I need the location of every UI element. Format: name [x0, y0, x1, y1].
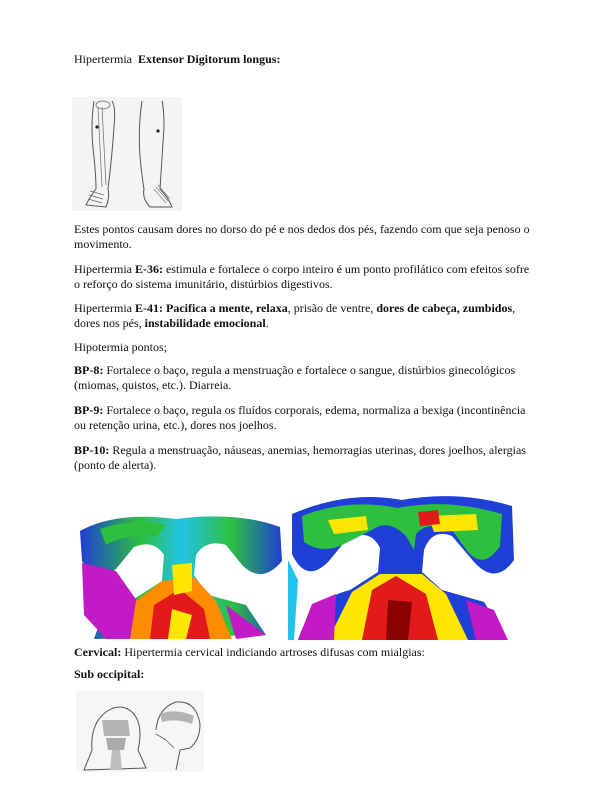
e36-paragraph: Hipertermia E-36: estimula e fortalece o corpo inteiro é um ponto profilático com efeitos sofre o reforço do sistema imunitário, distúrbios digestivos.	[74, 262, 530, 291]
leg-sketch	[72, 97, 182, 211]
leg-diagram-image	[72, 97, 182, 211]
thermal-image-right	[288, 490, 516, 641]
bp9-paragraph: BP-9: Fortalece o baço, regula os fluídos corporais, edema, normaliza a bexiga (incontinência ou retenção urina, etc.), dores nos joelhos.	[74, 403, 526, 432]
bp8-paragraph: BP-8: Fortalece o baço, regula a menstruação e fortalece o sangue, distúrbios ginecológicos (miomas, quistos, etc.). Diarreia.	[74, 363, 516, 392]
bp10-paragraph: BP-10: Regula a menstruação, náuseas, anemias, hemorragias uterinas, dores joelhos, alergias (ponto de alerta).	[74, 443, 526, 472]
sub-occipital-image	[76, 690, 204, 772]
hipotermia-heading: Hipotermia pontos;	[74, 340, 167, 354]
sub-occipital-heading: Sub occipital:	[74, 667, 145, 681]
section-title: Hipertermia Extensor Digitorum longus:	[74, 52, 281, 66]
e41-paragraph: Hipertermia E-41: Pacifica a mente, relaxa, prisão de ventre, dores de cabeça, zumbidos, dores nos pés, instabilidade emocional.	[74, 301, 516, 330]
thermal-image-left	[76, 505, 284, 641]
intro-paragraph: Estes pontos causam dores no dorso do pé e nos dedos dos pés, fazendo com que seja penoso o movimento.	[74, 222, 530, 251]
cervical-paragraph: Cervical: Hipertermia cervical indiciando artroses difusas com mialgias:	[74, 645, 425, 659]
